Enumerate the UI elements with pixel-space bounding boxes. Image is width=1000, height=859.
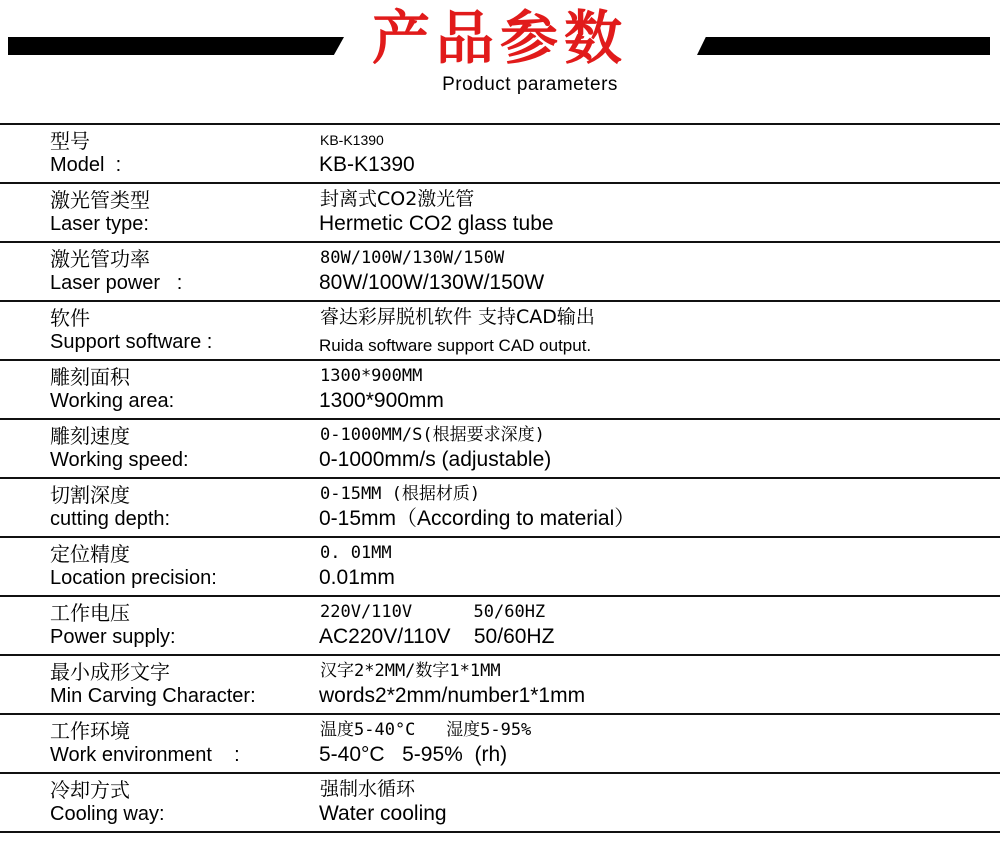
value-cn: 220V/110V 50/60HZ <box>320 602 546 622</box>
value-en: Water cooling <box>319 802 447 825</box>
value-en: 0-15mm（According to material） <box>319 507 636 530</box>
table-row <box>0 595 1000 654</box>
label-en: Location precision: <box>50 567 217 589</box>
label-en: Cooling way: <box>50 803 165 825</box>
table-row <box>0 654 1000 713</box>
label-cn: 切割深度 <box>50 483 130 507</box>
parameters-table <box>0 123 1000 833</box>
value-en: KB-K1390 <box>319 153 415 176</box>
table-row <box>0 713 1000 772</box>
label-cn: 激光管功率 <box>50 247 150 271</box>
table-row <box>0 477 1000 536</box>
label-cn: 定位精度 <box>50 542 130 566</box>
value-en: 0.01mm <box>319 566 395 589</box>
value-cn: 汉字2*2MM/数字1*1MM <box>320 661 501 681</box>
value-en: 1300*900mm <box>319 389 444 412</box>
label-en: Laser power : <box>50 272 183 294</box>
table-row <box>0 536 1000 595</box>
label-cn: 型号 <box>50 129 90 153</box>
table-row <box>0 123 1000 182</box>
label-en: cutting depth: <box>50 508 171 530</box>
label-en: Working area: <box>50 390 175 412</box>
page-title: 产品参数 <box>371 4 628 72</box>
value-cn: KB-K1390 <box>320 132 384 148</box>
table-row <box>0 241 1000 300</box>
header <box>0 0 1000 120</box>
label-cn: 雕刻速度 <box>50 424 130 448</box>
label-cn: 冷却方式 <box>50 778 130 802</box>
value-cn: 封离式CO2激光管 <box>320 188 475 210</box>
value-en: 5-40°C 5-95% (rh) <box>319 743 508 766</box>
table-row <box>0 182 1000 241</box>
label-cn: 工作环境 <box>50 719 130 743</box>
label-cn: 工作电压 <box>50 601 130 625</box>
table-row <box>0 418 1000 477</box>
table-row <box>0 772 1000 833</box>
label-en: Laser type: <box>50 213 149 235</box>
value-cn: 温度5-40°C 湿度5-95% <box>320 720 532 740</box>
value-en: Hermetic CO2 glass tube <box>319 212 554 235</box>
value-cn: 睿达彩屏脱机软件 支持CAD输出 <box>320 306 595 328</box>
value-cn: 0. 01MM <box>320 543 392 563</box>
label-en: Support software : <box>50 331 213 353</box>
table-row <box>0 359 1000 418</box>
value-cn: 80W/100W/130W/150W <box>320 248 505 268</box>
table-row <box>0 300 1000 359</box>
value-cn: 1300*900MM <box>320 366 423 386</box>
value-en: AC220V/110V 50/60HZ <box>319 625 555 648</box>
label-cn: 雕刻面积 <box>50 365 130 389</box>
value-en: words2*2mm/number1*1mm <box>319 684 586 707</box>
value-en: Ruida software support CAD output. <box>319 336 592 355</box>
value-en: 0-1000mm/s (adjustable) <box>319 448 552 471</box>
value-en: 80W/100W/130W/150W <box>319 271 545 294</box>
label-en: Work environment : <box>50 744 240 766</box>
right-decorative-bar <box>697 37 990 55</box>
label-cn: 最小成形文字 <box>50 660 170 684</box>
value-cn: 0-15MM (根据材质) <box>320 484 481 504</box>
label-cn: 软件 <box>50 306 90 330</box>
label-en: Power supply: <box>50 626 176 648</box>
label-en: Model : <box>50 154 122 176</box>
label-en: Working speed: <box>50 449 189 471</box>
label-en: Min Carving Character: <box>50 685 256 707</box>
value-cn: 0-1000MM/S(根据要求深度) <box>320 425 545 445</box>
value-cn: 强制水循环 <box>320 778 416 800</box>
page-subtitle: Product parameters <box>442 74 618 95</box>
label-cn: 激光管类型 <box>50 188 150 212</box>
